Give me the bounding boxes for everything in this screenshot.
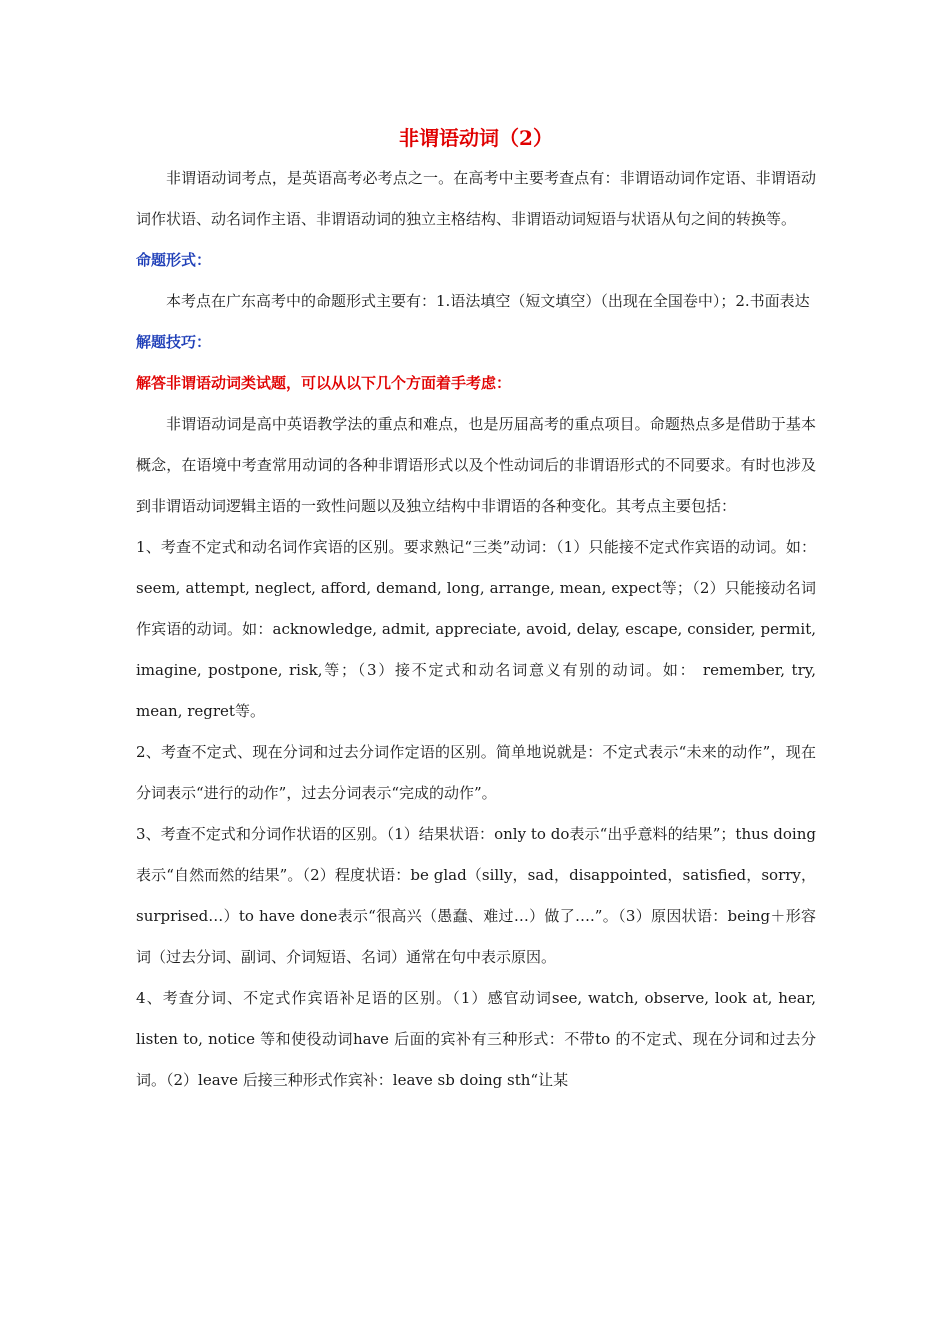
point-3: 3、考查不定式和分词作状语的区别。（1）结果状语：only to do表示“出乎意料的结果”；thus doing 表示“自然而然的结果”。（2）程度状语：be glad（silly，sad，disappointed，satisfied，sorry，surprised…）to have done表示“很高兴（愚蠢、难过…）做了….”。（3）原因状语：being＋形容词（过去分词、副词、介词短语、名词）通常在句中表示原因。 [136, 825, 816, 966]
point-4: 4、考查分词、不定式作宾语补足语的区别。（1）感官动词see, watch, observe, look at, hear, listen to, notice 等和使役动词have 后面的宾补有三种形式：不带to 的不定式、现在分词和过去分词。（2）leave 后接三种形式作宾补：leave sb doing sth“让某 [136, 989, 816, 1089]
document-body [136, 118, 816, 1101]
form-paragraph: 本考点在广东高考中的命题形式主要有：1.语法填空（短文填空）（出现在全国卷中）；2.书面表达 [166, 292, 810, 310]
form-heading: 命题形式： [136, 251, 212, 269]
tips-subheading: 解答非谓语动词类试题，可以从以下几个方面着手考虑： [136, 374, 512, 392]
point-1: 1、考查不定式和动名词作宾语的区别。要求熟记“三类”动词：（1）只能接不定式作宾语的动词。如：seem, attempt, neglect, afford, demand, long, arrange, mean, expect等；（2）只能接动名词作宾语的动词。如：acknowledge, admit, appreciate, avoid, delay, escape, consider, permit, imagine, postpone, risk,等；（3）接不定式和动名词意义有别的动词。如： remember, try, mean, regret等。 [136, 538, 816, 720]
tips-heading: 解题技巧： [136, 333, 212, 351]
intro-paragraph: 非谓语动词考点，是英语高考必考点之一。在高考中主要考查点有：非谓语动词作定语、非谓语动词作状语、动名词作主语、非谓语动词的独立主格结构、非谓语动词短语与状语从句之间的转换等。 [136, 169, 816, 228]
page-title: 非谓语动词（2） [399, 126, 553, 150]
point-2: 2、考查不定式、现在分词和过去分词作定语的区别。简单地说就是：不定式表示“未来的动作”，现在分词表示“进行的动作”，过去分词表示“完成的动作”。 [136, 743, 816, 802]
tips-paragraph: 非谓语动词是高中英语教学法的重点和难点，也是历届高考的重点项目。命题热点多是借助于基本概念，在语境中考查常用动词的各种非谓语形式以及个性动词后的非谓语形式的不同要求。有时也涉及到非谓语动词逻辑主语的一致性问题以及独立结构中非谓语的各种变化。其考点主要包括： [136, 415, 816, 515]
